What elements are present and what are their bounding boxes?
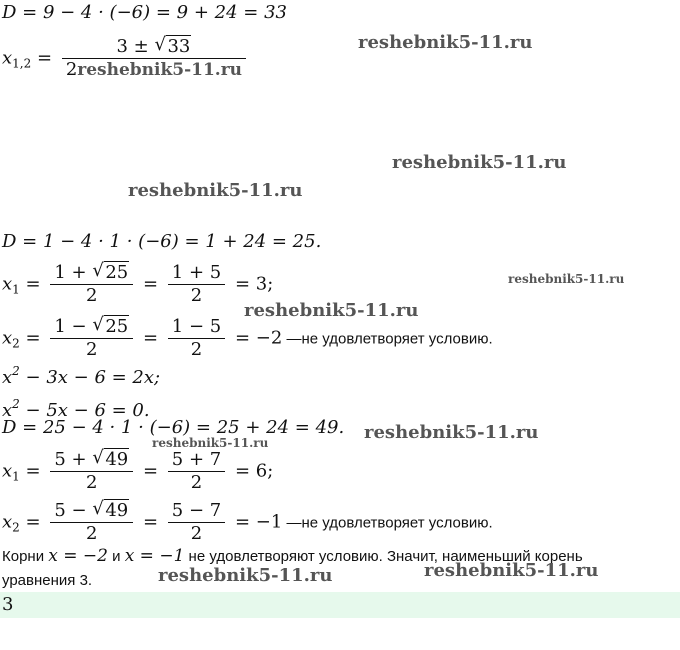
- sqrt: √ 25: [92, 316, 129, 338]
- watermark: reshebnik5-11.ru: [152, 436, 269, 450]
- fraction: $\frac{1 - √ 25}{2}$: [50, 316, 133, 361]
- note-text: —не удовлетворяет условию.: [282, 514, 493, 532]
- sqrt: √ 49: [92, 500, 129, 522]
- watermark-inline: reshebnik5-11.ru: [77, 60, 243, 80]
- watermark: reshebnik5-11.ru: [424, 560, 599, 581]
- discriminant-1: D = 9 − 4 · (−6) = 9 + 24 = 33: [2, 2, 287, 23]
- note-text: —не удовлетворяет условию.: [282, 330, 493, 348]
- discriminant-2: D = 1 − 4 · 1 · (−6) = 1 + 24 = 25.: [2, 231, 322, 252]
- watermark: reshebnik5-11.ru: [128, 180, 303, 201]
- root-x2-a: $x_2$ = $\frac{1 - √ 25}{2}$ = $\frac{1 - 5}{2}$ = −2 —не удовлетворяет условию.: [2, 316, 493, 361]
- watermark: reshebnik5-11.ru: [364, 422, 539, 443]
- fraction: $\frac{5 + √ 49}{2}$: [50, 449, 133, 494]
- watermark: reshebnik5-11.ru: [392, 152, 567, 173]
- watermark: reshebnik5-11.ru: [244, 300, 419, 321]
- fraction: $\frac{5 + 7}{2}$: [168, 449, 225, 494]
- subscript: 1,2: [12, 56, 32, 71]
- watermark: reshebnik5-11.ru: [508, 272, 625, 286]
- root-x1-b: $x_1$ = $\frac{5 + √ 49}{2}$ = $\frac{5 + 7}{2}$ = 6;: [2, 449, 273, 494]
- sqrt: √ 49: [92, 449, 129, 471]
- equation-1: $x^2 - 3x - 6 = 2x$;: [2, 364, 161, 388]
- discriminant-3: D = 25 − 4 · 1 · (−6) = 25 + 24 = 49.: [2, 417, 345, 438]
- watermark: reshebnik5-11.ru: [158, 565, 333, 586]
- roots-formula-1: [2, 36, 250, 81]
- numerator: 3 ± √ 33: [62, 36, 246, 59]
- conclusion-line-1: Корни x = −2 и x = −1 не удовлетворяют условию. Значит, наименьший корень: [2, 546, 583, 566]
- equals: =: [36, 47, 53, 69]
- root-x1-a: $x_1$ = $\frac{1 + √ 25}{2}$ = $\frac{1 + 5}{2}$ = 3;: [2, 262, 273, 307]
- fraction: $\frac{1 + √ 25}{2}$: [50, 262, 133, 307]
- fraction: $\frac{1 + 5}{2}$: [168, 262, 225, 307]
- var-x: x: [2, 47, 13, 69]
- answer-value: 3: [2, 594, 14, 615]
- fraction: $\frac{1 - 5}{2}$: [168, 316, 225, 361]
- fraction: $\frac{5 - √ 49}{2}$: [50, 500, 133, 545]
- watermark: reshebnik5-11.ru: [358, 32, 533, 53]
- root-x2-b: $x_2$ = $\frac{5 - √ 49}{2}$ = $\frac{5 - 7}{2}$ = −1 —не удовлетворяет условию.: [2, 500, 493, 545]
- conclusion-line-2: уравнения 3.: [2, 572, 93, 589]
- fraction: $\frac{5 - 7}{2}$: [168, 500, 225, 545]
- denominator: 2reshebnik5-11.ru: [65, 59, 243, 80]
- equation-2: $x^2 - 5x - 6 = 0$.: [2, 397, 150, 421]
- fraction: [62, 36, 246, 81]
- sqrt: √ 25: [92, 262, 129, 284]
- answer-box: [0, 592, 680, 618]
- sqrt: √ 33: [154, 36, 191, 58]
